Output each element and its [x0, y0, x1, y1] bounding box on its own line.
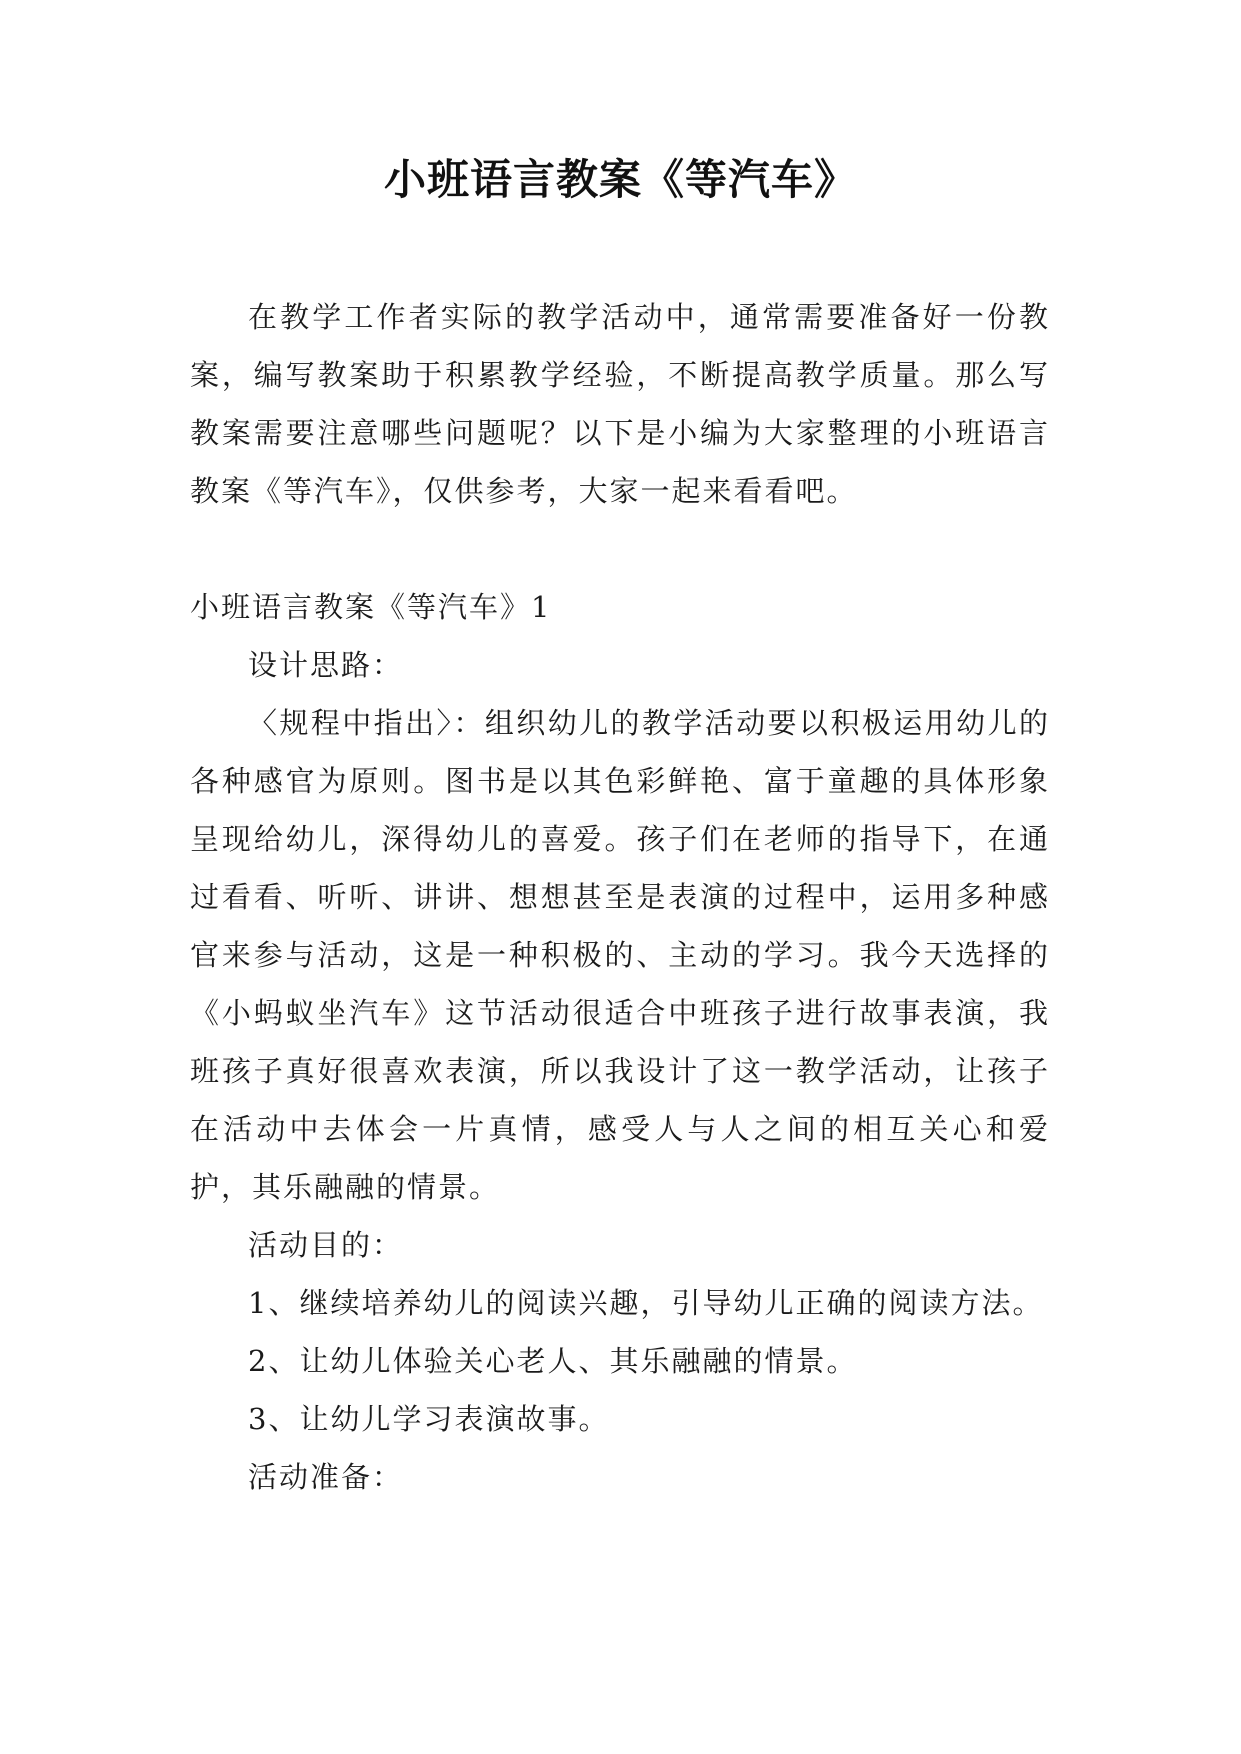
goal-item-3: 3、让幼儿学习表演故事。: [248, 1402, 610, 1436]
goal-item-2: 2、让幼儿体验关心老人、其乐融融的情景。: [248, 1344, 858, 1378]
section-heading: 小班语言教案《等汽车》1: [190, 590, 552, 624]
document-title: 小班语言教案《等汽车》: [383, 155, 857, 204]
design-heading: 设计思路：: [248, 648, 404, 682]
prep-heading: 活动准备：: [248, 1460, 404, 1494]
design-paragraph: 〈规程中指出〉：组织幼儿的教学活动要以积极运用幼儿的各种感官为原则。图书是以其色彩鲜艳、富于童趣的具体形象呈现给幼儿，深得幼儿的喜爱。孩子们在老师的指导下，在通过看看、听听、讲讲、想想甚至是表演的过程中，运用多种感官来参与活动，这是一种积极的、主动的学习。我今天选择的《小蚂蚁坐汽车》这节活动很适合中班孩子进行故事表演，我班孩子真好很喜欢表演，所以我设计了这一教学活动，让孩子在活动中去体会一片真情，感受人与人之间的相互关心和爱护，其乐融融的情景。: [190, 706, 1050, 1204]
document-body: [190, 288, 1050, 1506]
intro-paragraph: 在教学工作者实际的教学活动中，通常需要准备好一份教案，编写教案助于积累教学经验，不断提高教学质量。那么写教案需要注意哪些问题呢？以下是小编为大家整理的小班语言教案《等汽车》，仅供参考，大家一起来看看吧。: [190, 300, 1050, 508]
goals-heading: 活动目的：: [248, 1228, 404, 1262]
goal-item-1: 1、继续培养幼儿的阅读兴趣，引导幼儿正确的阅读方法。: [248, 1286, 1044, 1320]
